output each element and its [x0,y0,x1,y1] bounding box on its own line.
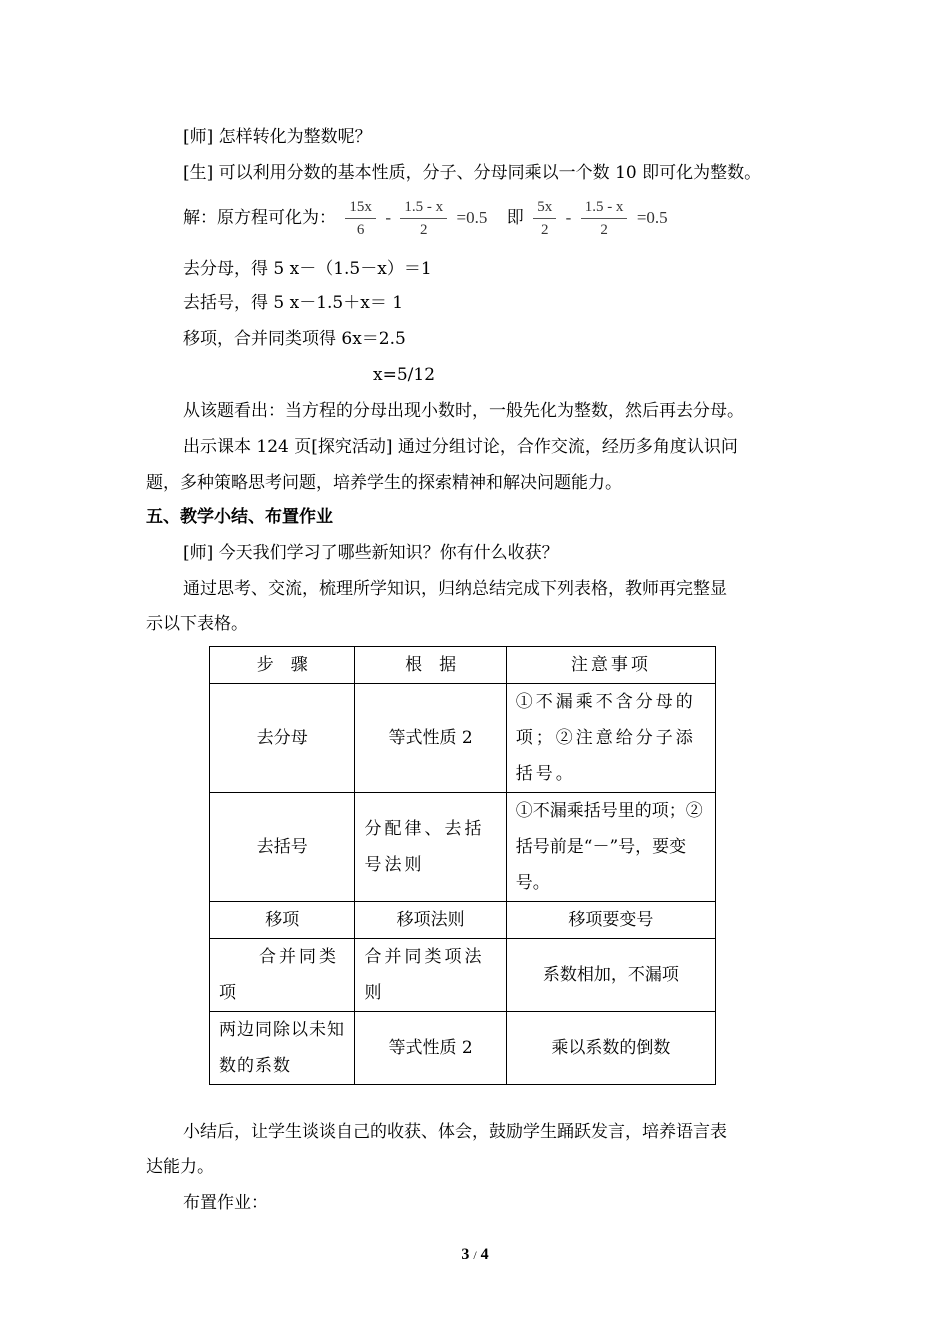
cell-step: 两边同除以未知数的系数 [210,1012,355,1085]
summary-line-1: 通过思考、交流，梳理所学知识，归纳总结完成下列表格，教师再完整显 [183,579,727,599]
denominator: 2 [420,222,428,238]
header-step: 步 骤 [210,647,355,684]
page-total: 4 [480,1246,489,1263]
cell-basis: 等式性质 2 [355,1012,506,1085]
cell-basis: 合并同类项法则 [355,939,506,1012]
steps-table [209,646,716,1085]
table-header-row [210,647,716,684]
fraction-1.5-x-2 [400,198,447,239]
cell-basis: 等式性质 2 [355,684,506,793]
denominator: 2 [600,222,608,238]
conclusion: 从该题看出：当方程的分母出现小数时，一般先化为整数，然后再去分母。 [183,401,744,421]
student-answer: [生] 可以利用分数的基本性质，分子、分母同乘以一个数 10 即可化为整数。 [183,163,762,183]
cell-step: 移项 [210,902,355,939]
header-basis: 根 据 [355,647,506,684]
minus-sign: - [565,208,572,227]
reflection-line-2: 达能力。 [146,1157,214,1177]
homework-label: 布置作业： [183,1193,268,1213]
fraction-15x-6 [345,198,376,239]
cell-step: 合并同类项 [210,939,355,1012]
teacher-summary-question: [师] 今天我们学习了哪些新知识？你有什么收获？ [183,543,559,563]
numerator: 1.5 - x [400,198,447,219]
teacher-question: [师] 怎样转化为整数呢？ [183,127,372,147]
cell-basis: 分配律、去括号法则 [355,793,506,902]
cell-note: ①不漏乘括号里的项；②括号前是“－”号，要变号。 [506,793,715,902]
fraction-1.5-x-2b [581,198,628,239]
cell-step: 去分母 [210,684,355,793]
cell-step: 去括号 [210,793,355,902]
cell-note: 乘以系数的倒数 [506,1012,715,1085]
cell-note: 移项要变号 [506,902,715,939]
summary-line-2: 示以下表格。 [146,614,248,634]
step-remove-parentheses: 去括号，得 5 x－1.5＋x＝ 1 [183,293,404,313]
table-row [210,684,716,793]
cell-note: ①不漏乘不含分母的项；②注意给分子添括号。 [506,684,715,793]
table-row [210,902,716,939]
step-combine: 移项，合并同类项得 6x＝2.5 [183,329,406,349]
table-row [210,1012,716,1085]
header-note: 注意事项 [506,647,715,684]
denominator: 6 [356,222,365,238]
minus-sign: - [385,208,391,227]
fraction-5x-2 [533,198,556,239]
equation-line [183,196,668,240]
page-current: 3 [461,1246,470,1263]
equals-value: =0.5 [456,208,488,227]
step-remove-denominator: 去分母，得 5 x－（1.5－x）＝1 [183,259,432,279]
equals-value: =0.5 [636,208,668,227]
solve-prefix: 解：原方程可化为： [183,208,336,228]
cell-basis: 移项法则 [355,902,506,939]
reflection-line-1: 小结后，让学生谈谈自己的收获、体会，鼓励学生踊跃发言，培养语言表 [183,1122,727,1142]
page-separator: / [473,1248,477,1262]
table-row [210,939,716,1012]
numerator: 15x [345,198,376,219]
denominator: 2 [540,222,549,238]
ji-label: 即 [506,208,524,228]
activity-line-1: 出示课本 124 页[探究活动] 通过分组讨论，合作交流，经历多角度认识问 [183,437,738,457]
page-number [0,1246,950,1264]
table-row [210,793,716,902]
section-heading: 五、教学小结、布置作业 [146,507,333,527]
activity-line-2: 题，多种策略思考问题，培养学生的探索精神和解决问题能力。 [146,473,622,493]
step-result: x=5/12 [373,365,436,385]
numerator: 5x [533,198,556,219]
numerator: 1.5 - x [581,198,628,219]
cell-note: 系数相加，不漏项 [506,939,715,1012]
